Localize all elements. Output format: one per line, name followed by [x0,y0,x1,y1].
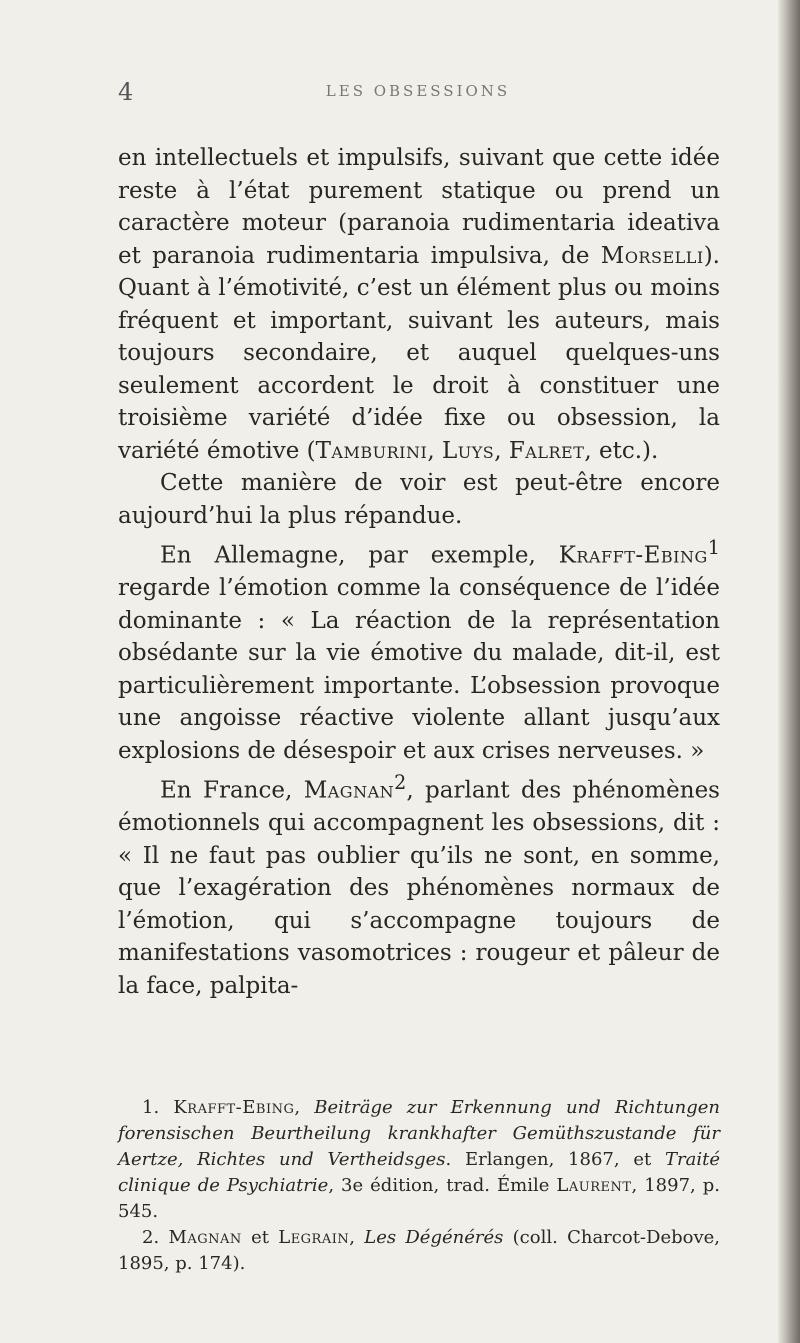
p1-sep-1: , [427,437,442,464]
fn1-text-c: , 3e édition, trad. Émile [328,1175,557,1196]
p3-text-a: En Allemagne, par exemple, [160,542,559,569]
paragraph-3 [118,532,720,767]
author-falret: Falret [508,437,585,464]
paragraph-1 [118,142,720,467]
fn1-author: Krafft-Ebing [173,1097,295,1118]
footnote-ref-2: 2 [394,771,407,795]
p3-text-b: regarde l’émotion comme la conséquence de l’idée dominante : « La réaction de la représentation obsédante sur la vie émotive du malade, dit-il, est particulièrement importante. L’obsession provoque une angoisse réactive violente allant jusqu’aux explosions de désespoir et aux crises nerveuses. » [118,575,720,764]
running-head [118,78,718,108]
author-krafft-ebing: Krafft-Ebing [558,542,708,569]
footnotes [118,1095,720,1277]
footnote-2 [118,1225,720,1277]
author-tamburini: Tamburini [315,437,428,464]
p1-text-a: en intellectuels et impulsifs, suivant que cette idée reste à l’état purement statique ou prend un caractère moteur (paranoia rudimentaria ideativa et paranoia rudimentaria impulsiva, de [118,145,720,269]
fn1-title: Beiträge zur Erkennung und Richtungen forensischen Beurtheilung krankhafter Gemüthszustande für Aertze, Richtes und Vertheidsges [118,1097,720,1170]
fn1-text-d: , 1897, p. 545. [118,1175,720,1222]
running-title: LES OBSESSIONS [325,82,511,100]
page-number: 4 [118,78,134,106]
footnote-1 [118,1095,720,1225]
fn1-title-2: Traité clinique de Psychiatrie [118,1149,720,1196]
p1-sep-2: , [494,437,509,464]
author-luys: Luys [441,437,495,464]
footnote-ref-1: 1 [707,536,720,559]
fn1-number: 1. [142,1097,174,1118]
fn2-author-magnan: Magnan [168,1227,242,1248]
fn2-title: Les Dégénérés [364,1227,504,1248]
p4-text-b: , parlant des phénomènes émotionnels qui accompagnent les obsessions, dit : « Il ne faut pas oublier qu’ils ne sont, en somme, que l’exagération des phénomènes normaux de l’émotion, qui s’accompagne toujours de manifestations vasomotrices : rougeur et pâleur de la face, palpita- [118,777,720,999]
fn1-sep: , [294,1097,315,1118]
body-text [118,142,720,1002]
fn1-text-b: . Erlangen, 1867, et [445,1149,666,1170]
p1-text-c: , etc.). [584,437,659,464]
fn2-author-legrain: Legrain [278,1227,350,1248]
fn2-sep: , [349,1227,365,1248]
fn1-translator: Laurent [556,1175,632,1196]
fn2-text-b: (coll. Charcot-Debove, 1895, p. 174). [118,1227,720,1274]
fn2-et: et [241,1227,279,1248]
p1-text-b: ). Quant à l’émotivité, c’est un élément plus ou moins fréquent et important, suivant les auteurs, mais toujours secondaire, et auquel quelques-uns seulement accordent le droit à constituer une troisième variété d’idée fixe ou obsession, la variété émotive ( [118,242,720,464]
author-magnan: Magnan [303,777,395,804]
paragraph-2: Cette manière de voir est peut-être encore aujourd’hui la plus répandue. [118,470,720,529]
p4-text-a: En France, [160,777,304,804]
page-edge-shadow [778,0,800,1343]
author-morselli: Morselli [600,242,704,269]
fn2-number: 2. [142,1227,169,1248]
paragraph-4 [118,767,720,1002]
